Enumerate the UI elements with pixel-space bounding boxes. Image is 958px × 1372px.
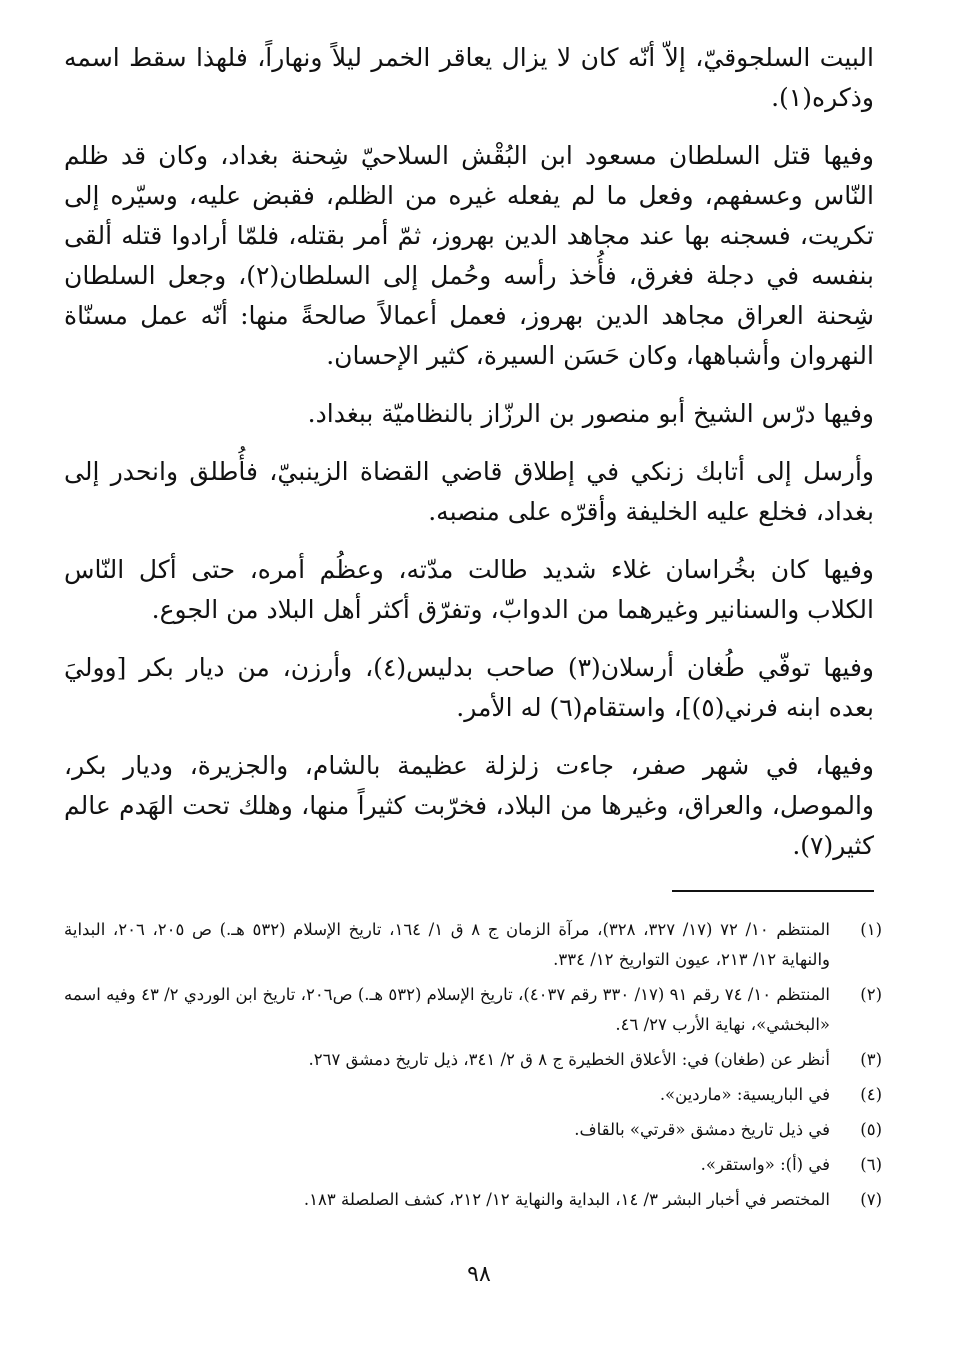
footnote	[64, 1185, 882, 1215]
footnote-text: المنتظم ١٠/ ٧٤ رقم ٩١ (١٧/ ٣٣٠ رقم ٤٠٣٧)، تاريخ الإسلام (٥٣٢ هـ.) ص٢٠٦، تاريخ ابن الوردي ٢/ ٤٣ وفيه اسمه «البخشي»، نهاية الأرب ٢٧/ ٤٦.	[64, 985, 830, 1034]
footnote-text: المختصر في أخبار البشر ٣/ ١٤، البداية والنهاية ١٢/ ٢١٢، كشف الصلصلة ١٨٣.	[303, 1190, 830, 1209]
footnote-text: في ذيل تاريخ دمشق «قرتي» بالقاف.	[574, 1120, 830, 1139]
footnote-number: (١)	[860, 920, 882, 939]
footnote-number: (٤)	[860, 1085, 882, 1104]
paragraph-6: وفيها توفّي طُغان أرسلان(٣) صاحب بدليس(٤)، وأرزن، من ديار بكر [ووليَ بعده ابنه فرني(٥)]، واستقام(٦) له الأمر.	[64, 653, 874, 722]
footnote	[64, 1045, 882, 1075]
paragraph-4: وأرسل إلى أتابك زنكي في إطلاق قاضي القضاة الزينبيّ، فأُطلق وانحدر إلى بغداد، فخلع عليه الخليفة وأقرّه على منصبه.	[64, 457, 874, 526]
footnote-text: في الباريسية: «ماردين».	[659, 1085, 830, 1104]
footnote	[64, 1080, 882, 1110]
paragraph-2: وفيها قتل السلطان مسعود ابن البُقْش السلاحيّ شِحنة بغداد، وكان قد ظلم النّاس وعسفهم، وفعل ما لم يفعله غيره من الظلم، فقبض عليه، وسيّره إلى تكريت، فسجنه بها عند مجاهد الدين بهروز، ثمّ أمر بقتله، فلمّا أرادوا قتله ألقى بنفسه في دجلة فغرق، فأُخذ رأسه وحُمل إلى السلطان(٢)، وجعل السلطان شِحنة العراق مجاهد الدين بهروز، فعمل أعمالاً صالحةً منها: أنّه عمل مسنّاة النهروان وأشباهها، وكان حَسَن السيرة، كثير الإحسان.	[64, 141, 874, 370]
paragraph-1: البيت السلجوقيّ، إلاّ أنّه كان لا يزال يعاقر الخمر ليلاً ونهاراً، فلهذا سقط اسمه وذكره(١).	[64, 43, 874, 112]
footnote-number: (٣)	[860, 1050, 882, 1069]
footnote-text: أنظر عن (طغان) في: الأعلاق الخطيرة ج ٨ ق ٢/ ٣٤١، ذيل تاريخ دمشق ٢٦٧.	[308, 1050, 830, 1069]
footnote-number: (٥)	[860, 1120, 882, 1139]
page-number: ٩٨	[467, 1262, 491, 1287]
footnote-number: (٦)	[860, 1155, 882, 1174]
paragraph-5: وفيها كان بخُراسان غلاء شديد طالت مدّته، وعظُم أمره، حتى أكل النّاس الكلاب والسنانير وغيرهما من الدوابّ، وتفرّق أكثر أهل البلاد من الجوع.	[64, 555, 874, 624]
footnotes	[64, 915, 882, 1220]
footnote	[64, 1115, 882, 1145]
footnote	[64, 915, 882, 975]
paragraph-7: وفيها، في شهر صفر، جاءت زلزلة عظيمة بالشام، والجزيرة، وديار بكر، والموصل، والعراق، وغيرها من البلاد، فخرّبت كثيراً منها، وهلك تحت الهَدم عالم كثير(٧).	[64, 751, 874, 860]
footnote-number: (٢)	[860, 985, 882, 1004]
footnote	[64, 1150, 882, 1180]
footnote-separator	[672, 890, 874, 892]
main-text	[64, 38, 874, 884]
footnote-number: (٧)	[860, 1190, 882, 1209]
footnote-text: المنتظم ١٠/ ٧٢ (١٧/ ٣٢٧، ٣٢٨)، مرآة الزمان ج ٨ ق ١/ ١٦٤، تاريخ الإسلام (٥٣٢ هـ.) ص ٢٠٥، ٢٠٦، البداية والنهاية ١٢/ ٢١٣، عيون التواريخ ١٢/ ٣٣٤.	[64, 920, 831, 969]
footnote	[64, 980, 882, 1040]
footnote-text: في (أ): «واستقر».	[700, 1155, 830, 1174]
paragraph-3: وفيها درّس الشيخ أبو منصور بن الرزّاز بالنظاميّة ببغداد.	[307, 399, 874, 428]
